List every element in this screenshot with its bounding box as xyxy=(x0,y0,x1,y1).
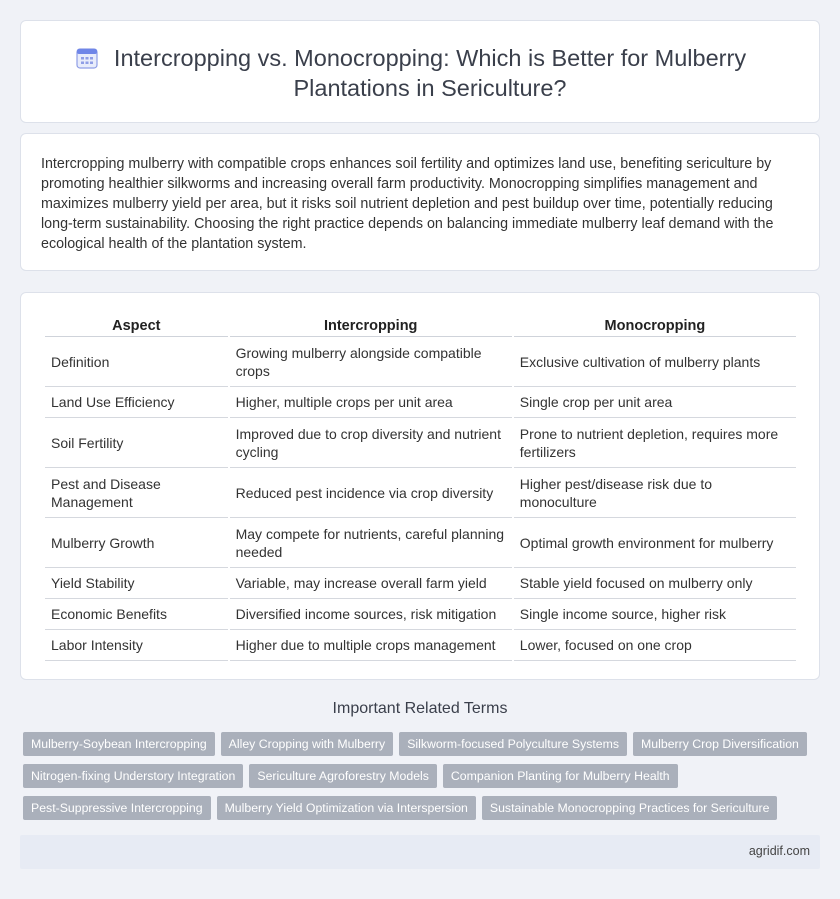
related-term-tag[interactable]: Sustainable Monocropping Practices for Sericulture xyxy=(482,796,778,820)
related-term-tag[interactable]: Silkworm-focused Polyculture Systems xyxy=(399,732,627,756)
intro-card xyxy=(20,133,820,271)
table-row xyxy=(45,418,796,468)
page-title: Intercropping vs. Monocropping: Which is Better for Mulberry Plantations in Sericulture? xyxy=(113,45,747,101)
header-monocropping: Monocropping xyxy=(514,315,796,337)
related-term-tag[interactable]: Sericulture Agroforestry Models xyxy=(249,764,437,788)
tag-row xyxy=(23,796,823,820)
related-terms-heading: Important Related Terms xyxy=(332,700,508,717)
cell-monocropping: Exclusive cultivation of mulberry plants xyxy=(514,337,796,387)
cell-monocropping: Single crop per unit area xyxy=(514,387,796,418)
header-aspect: Aspect xyxy=(45,315,228,337)
table-row xyxy=(45,387,796,418)
table-row xyxy=(45,568,796,599)
related-terms-list xyxy=(23,732,823,828)
cell-intercropping: Diversified income sources, risk mitigation xyxy=(230,599,512,630)
table-row xyxy=(45,599,796,630)
cell-intercropping: Variable, may increase overall farm yield xyxy=(230,568,512,599)
table-row xyxy=(45,337,796,387)
cell-intercropping: Higher due to multiple crops management xyxy=(230,630,512,661)
table-row xyxy=(45,630,796,661)
header-intercropping: Intercropping xyxy=(230,315,512,337)
cell-intercropping: May compete for nutrients, careful planning needed xyxy=(230,518,512,568)
related-term-tag[interactable]: Mulberry Crop Diversification xyxy=(633,732,807,756)
comparison-table xyxy=(43,315,798,661)
cell-monocropping: Optimal growth environment for mulberry xyxy=(514,518,796,568)
cell-monocropping: Prone to nutrient depletion, requires more fertilizers xyxy=(514,418,796,468)
cell-aspect: Pest and Disease Management xyxy=(45,468,228,518)
cell-aspect: Economic Benefits xyxy=(45,599,228,630)
cell-aspect: Yield Stability xyxy=(45,568,228,599)
cell-aspect: Labor Intensity xyxy=(45,630,228,661)
cell-intercropping: Improved due to crop diversity and nutrient cycling xyxy=(230,418,512,468)
related-term-tag[interactable]: Mulberry-Soybean Intercropping xyxy=(23,732,215,756)
footer xyxy=(20,835,820,869)
comparison-card xyxy=(20,292,820,680)
table-row xyxy=(45,468,796,518)
title-card xyxy=(20,20,820,123)
cell-monocropping: Stable yield focused on mulberry only xyxy=(514,568,796,599)
table-row xyxy=(45,518,796,568)
footer-site-link[interactable]: agridif.com xyxy=(748,844,810,858)
related-term-tag[interactable]: Nitrogen-fixing Understory Integration xyxy=(23,764,243,788)
cell-aspect: Mulberry Growth xyxy=(45,518,228,568)
cell-monocropping: Single income source, higher risk xyxy=(514,599,796,630)
table-header-row xyxy=(45,315,796,337)
tag-row xyxy=(23,764,823,788)
related-term-tag[interactable]: Alley Cropping with Mulberry xyxy=(221,732,394,756)
cell-intercropping: Higher, multiple crops per unit area xyxy=(230,387,512,418)
cell-aspect: Soil Fertility xyxy=(45,418,228,468)
cell-intercropping: Reduced pest incidence via crop diversity xyxy=(230,468,512,518)
cell-intercropping: Growing mulberry alongside compatible crops xyxy=(230,337,512,387)
cell-monocropping: Lower, focused on one crop xyxy=(514,630,796,661)
cell-aspect: Land Use Efficiency xyxy=(45,387,228,418)
related-term-tag[interactable]: Companion Planting for Mulberry Health xyxy=(443,764,678,788)
intro-paragraph: Intercropping mulberry with compatible crops enhances soil fertility and optimizes land use, benefiting sericulture by promoting healthier silkworms and increasing overall farm productivity. Monocropping simplifies management and maximizes mulberry yield per area, but it risks soil nutrient depletion and pest buildup over time, potentially reducing long-term sustainability. Choosing the right practice depends on balancing immediate mulberry leaf demand with the ecological health of the plantation system. xyxy=(41,156,774,252)
related-term-tag[interactable]: Mulberry Yield Optimization via Interspersion xyxy=(217,796,476,820)
tag-row xyxy=(23,732,823,756)
cell-aspect: Definition xyxy=(45,337,228,387)
cell-monocropping: Higher pest/disease risk due to monoculture xyxy=(514,468,796,518)
related-term-tag[interactable]: Pest-Suppressive Intercropping xyxy=(23,796,211,820)
